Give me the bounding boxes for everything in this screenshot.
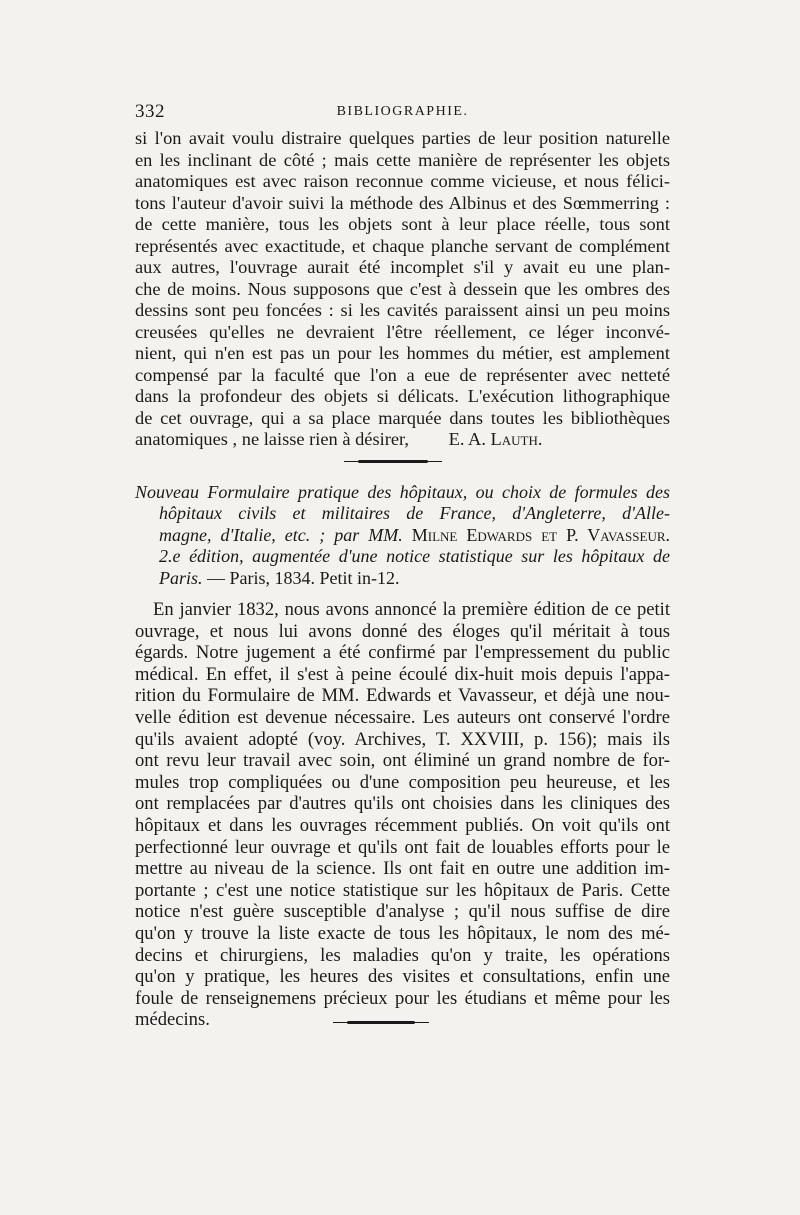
reference-authors: Milne Edwards et P. Vavasseur. <box>411 524 671 545</box>
reference-edition: 2.e édition, augmentée d'une notice statistique sur les hôpitaux de <box>159 546 670 567</box>
text-line: dessins sont peu foncées : si les cavités paraissent ainsi un peu moins <box>135 300 670 320</box>
text-line: ont revu leur travail avec soin, ont éliminé un grand nombre de for- <box>135 750 670 772</box>
review-formulaire <box>135 599 670 1031</box>
text-line: ont remplacées par d'autres qu'ils ont choisies dans les cliniques des <box>135 793 670 815</box>
text-line: qu'on y pratique, les heures des visites et consultations, enfin une <box>135 966 670 988</box>
text-line: médecins. <box>135 1009 210 1031</box>
text-line: de cette manière, tous les objets sont à leur place réelle, tous sont <box>135 214 670 234</box>
text-line: ouvrage, et nous lui avons donné des éloges qu'il méritait à tous <box>135 620 670 642</box>
page-header <box>135 101 670 127</box>
text-line: che de moins. Nous supposons que c'est à dessein que les ombres des <box>135 278 670 299</box>
reference-line <box>135 525 670 546</box>
text-line: mettre au niveau de la science. Ils ont fait en outre une addition im- <box>135 858 670 880</box>
text-line: en les inclinant de côté ; mais cette manière de représenter les objets <box>135 149 670 170</box>
text-line: portante ; c'est une notice statistique sur les hôpitaux de Paris. Cette <box>135 879 670 901</box>
text-line: médical. En effet, il s'est à peine écoulé dix-huit mois depuis l'appa- <box>135 663 670 685</box>
section-divider <box>358 460 428 463</box>
reference-authors-label: magne, d'Italie, etc. ; par MM. <box>159 524 403 545</box>
review-lauth <box>135 128 670 451</box>
section-divider <box>347 1021 415 1024</box>
text-line: qu'on y trouve la liste exacte de tous les hôpitaux, le nom des mé- <box>135 922 670 944</box>
text-line: dans la profondeur des objets si délicats. L'exécution lithographique <box>135 386 670 406</box>
text-line: aux autres, l'ouvrage aurait été incomplet s'il y avait eu une plan- <box>135 257 670 277</box>
text-line: qu'ils avaient adopté (voy. Archives, T. XXVIII, p. 156); mais ils <box>135 728 670 750</box>
text-line: perfectionné leur ouvrage et qu'ils ont fait de louables efforts pour le <box>135 836 670 858</box>
running-head: BIBLIOGRAPHIE. <box>336 104 469 119</box>
reference-line <box>135 482 670 503</box>
text-line: égards. Notre jugement a été confirmé par l'empressement du public <box>135 642 670 664</box>
text-line: mules trop compliquées ou d'une composition peu heureuse, et les <box>135 771 670 793</box>
book-reference <box>135 482 670 589</box>
closing-line <box>135 429 670 451</box>
text-line: rition du Formulaire de MM. Edwards et Vavasseur, et déjà une nou- <box>135 685 670 707</box>
text-line: foule de renseignemens précieux pour les étudians et même pour les <box>135 987 670 1009</box>
reference-title: Nouveau Formulaire pratique des hôpitaux, ou choix de formules des <box>135 482 670 502</box>
text-line: anatomiques est avec raison reconnue comme vicieuse, et nous félici- <box>135 171 670 191</box>
text-line: tons l'auteur d'avoir suivi la méthode des Albinus et des Sœmmerring : <box>135 192 670 213</box>
author-signature: E. A. Lauth. <box>448 429 543 449</box>
text-line: hôpitaux et dans les ouvrages récemment publiés. On voit qu'ils ont <box>135 814 670 836</box>
text-line: notice n'est guère susceptible d'analyse ; qu'il nous suffise de dire <box>135 901 670 923</box>
text-line: velle édition est devenue nécessaire. Les auteurs ont conservé l'ordre <box>135 706 670 728</box>
text-line: En janvier 1832, nous avons annoncé la première édition de ce petit <box>153 599 670 620</box>
reference-line <box>135 503 670 524</box>
reference-place: Paris. <box>159 567 203 588</box>
text-line: représentés avec exactitude, et chaque planche servant de complément <box>135 235 670 256</box>
text-line: de cet ouvrage, qui a sa place marquée dans toutes les bibliothèques <box>135 407 670 428</box>
text-line: si l'on avait voulu distraire quelques parties de leur position naturelle <box>135 128 670 148</box>
reference-line <box>135 546 670 567</box>
text-line-end: anatomiques , ne laisse rien à désirer, <box>135 429 410 449</box>
text-line: nient, qui n'en est pas un pour les hommes du métier, est amplement <box>135 343 670 363</box>
reference-imprint: — Paris, 1834. Petit in-12. <box>207 567 400 588</box>
page-number: 332 <box>135 101 165 122</box>
reference-title: hôpitaux civils et militaires de France, d'Angleterre, d'Alle- <box>159 503 670 524</box>
text-line: compensé par la faculté que l'on a eue de représenter avec netteté <box>135 364 670 385</box>
text-line: decins et chirurgiens, les maladies qu'on y traite, les opérations <box>135 944 670 966</box>
reference-line <box>135 568 670 589</box>
text-line: creusées qu'elles ne devraient l'être réellement, ce léger inconvé- <box>135 321 670 342</box>
